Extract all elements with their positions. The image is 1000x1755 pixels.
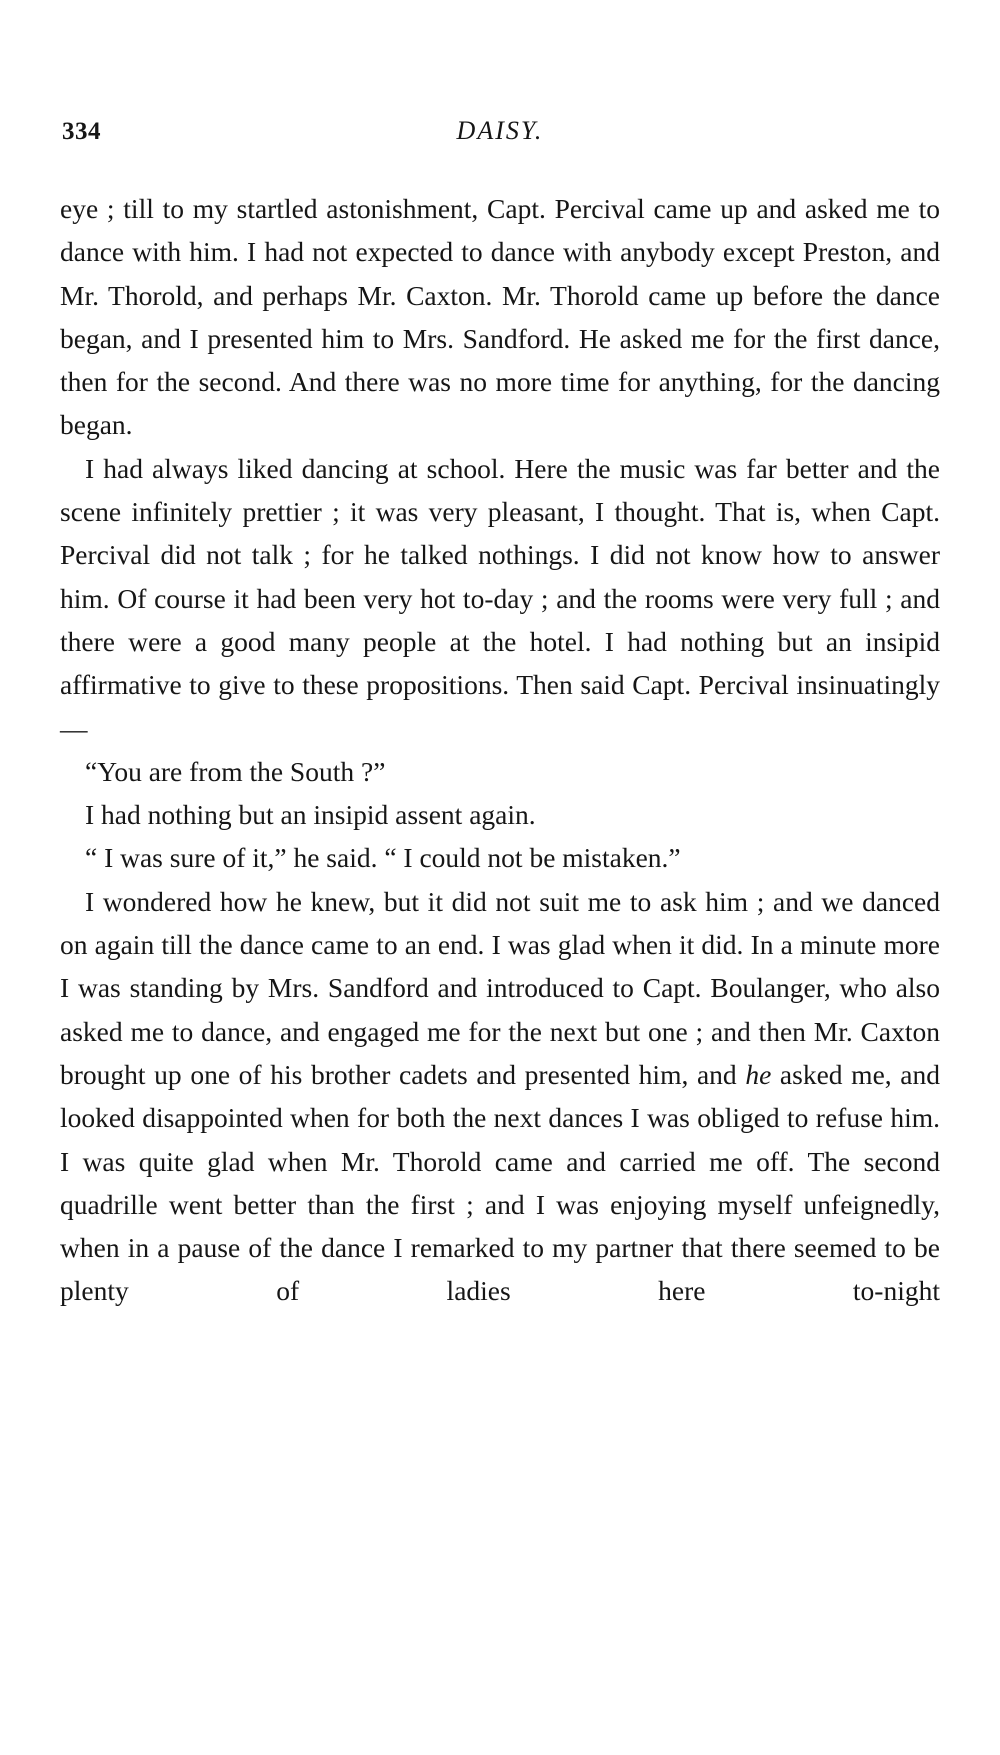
paragraph-1: eye ; till to my startled astonishment, Capt. Percival came up and asked me to dance with him. I had not expected to dance with anybody except Preston, and Mr. Thorold, and perhaps Mr. Caxton. Mr. Thorold came up before the dance began, and I presented him to Mrs. Sandford. He asked me for the first dance, then for the second. And there was no more time for anything, for the dancing began. [60,193,940,441]
paragraph-3: “You are from the South ?” [85,755,386,787]
emphasized-word: he [745,1058,772,1090]
paragraph-5: “ I was sure of it,” he said. “ I could not be mistaken.” [85,842,681,874]
paragraph-6 [60,880,940,1313]
running-head: DAISY. [456,116,544,145]
paragraph-2: I had always liked dancing at school. Here the music was far better and the scene infinitely prettier ; it was very pleasant, I thought. That is, when Capt. Percival did not talk ; for he talked nothings. I did not know how to answer him. Of course it had been very hot to-day ; and the rooms were very full ; and there were a good many people at the hotel. I had nothing but an insipid affirmative to give to these propositions. Then said Capt. Percival insinuatingly— [60,452,940,744]
paragraph-6-text-after: asked me, and looked disappointed when for both the next dances I was obliged to refuse him. I was quite glad when Mr. Thorold came and carried me off. The second quadrille went better than the first ; and I was enjoying myself unfeignedly, when in a pause of the dance I remarked to my partner that there seemed to be plenty of ladies here to-night [60,1058,940,1307]
page-header [60,118,950,158]
paragraph-4: I had nothing but an insipid assent again. [85,799,536,831]
body-text [60,187,940,1313]
paragraph-6-text-before: I wondered how he knew, but it did not suit me to ask him ; and we danced on again till the dance came to an end. I was glad when it did. In a minute more I was standing by Mrs. Sandford and introduced to Capt. Boulanger, who also asked me to dance, and engaged me for the next but one ; and then Mr. Caxton brought up one of his brother cadets and presented him, and [60,885,940,1090]
page-number: 334 [62,118,101,145]
